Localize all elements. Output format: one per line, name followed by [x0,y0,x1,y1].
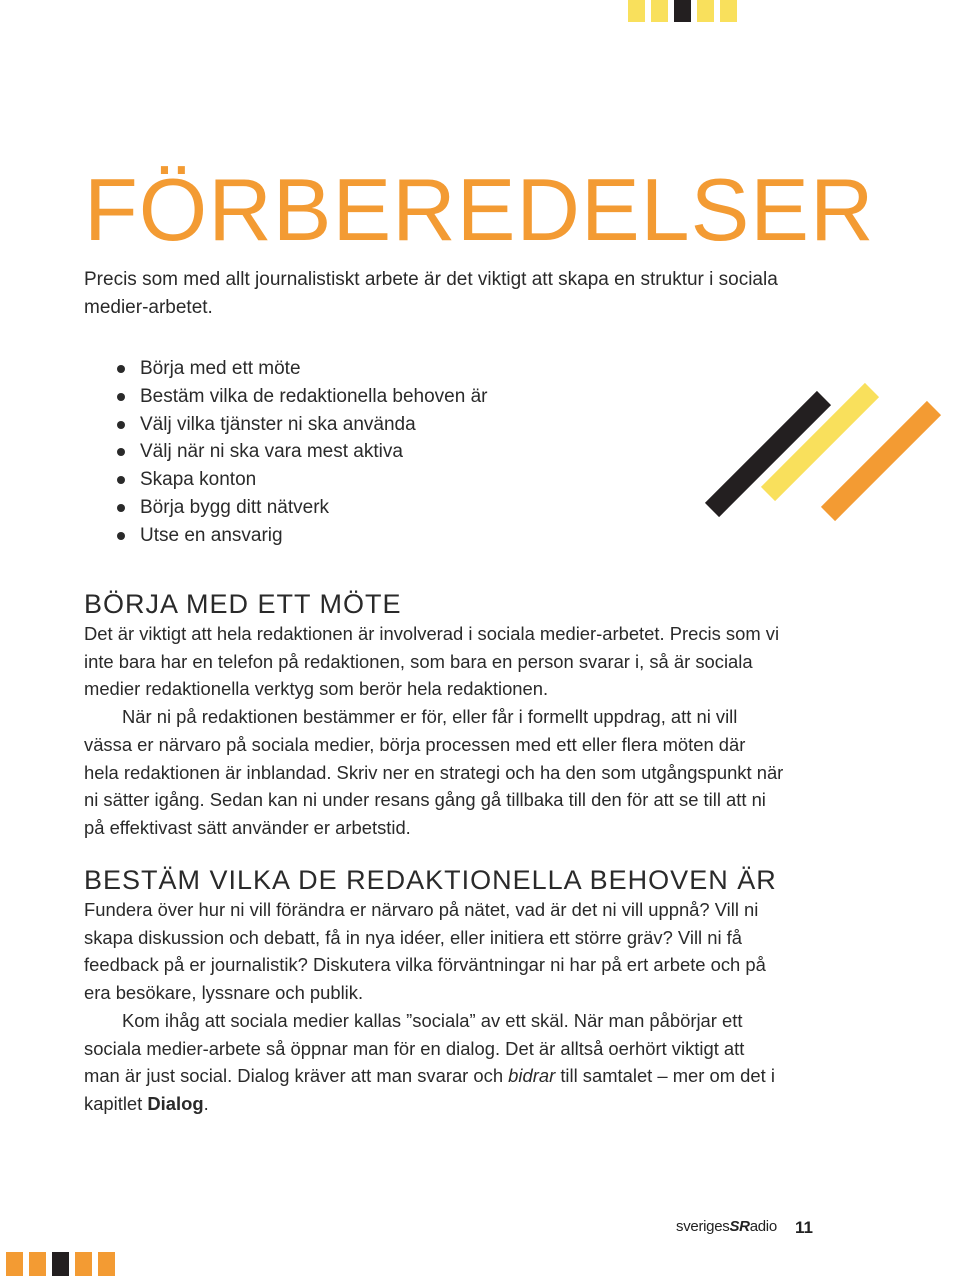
section-heading: BÖRJA MED ETT MÖTE [84,589,402,619]
stripe-block [628,0,645,22]
page-number: 11 [795,1218,813,1237]
text-run: till samtalet – mer om det i kapitlet [84,1065,775,1114]
list-item: Börja med ett möte [112,355,592,383]
stripe-block [720,0,737,22]
text-run: . [203,1092,209,1114]
page-title: FÖRBEREDELSER [84,160,875,259]
text-run: Kom ihåg att sociala medier kallas ”sociala” av ett skäl. När man påbörjar ett sociala medier-arbete så öppnar man för en dialog. Det är alltså oerhört viktigt att man är just social. Dialog kräver att man svarar och [84,1009,745,1087]
logo-mark: SR [729,1218,750,1235]
intro-paragraph: Precis som med allt journalistiskt arbete är det viktigt att skapa en struktur i sociala medier-arbetet. [84,269,778,318]
emphasis-text: bidrar [508,1065,556,1087]
list-item: Bestäm vilka de redaktionella behoven är [112,383,592,411]
top-stripe-decoration [628,0,737,22]
section-needs [84,864,784,1118]
list-item: Utse en ansvarig [112,522,592,550]
section-paragraph: Det är viktigt att hela redaktionen är involverad i sociala medier-arbetet. Precis som vi inte bara har en telefon på redaktionen, som bara en person svarar i, så är sociala medier redaktionella verktyg som berör hela redaktionen. [84,623,780,700]
list-item: Välj när ni ska vara mest aktiva [112,438,592,466]
logo-text: sveriges [676,1218,730,1235]
checklist [112,355,592,550]
stripe-block [674,0,691,22]
section-heading: BESTÄM VILKA DE REDAKTIONELLA BEHOVEN ÄR [84,865,777,895]
stripe-block [29,1252,46,1276]
stripe-block [6,1252,23,1276]
sveriges-radio-logo [676,1218,777,1235]
stripe-block [52,1252,69,1276]
logo-text: adio [749,1218,777,1235]
section-paragraph: Fundera över hur ni vill förändra er närvaro på nätet, vad är det ni vill uppnå? Vill ni skapa diskussion och debatt, få in nya idéer, eller initiera ett större gräv? Vill ni få feedback på er journalistik? Diskutera vilka förväntningar ni har på ert arbete och på era besökare, lyssnare och publik. [84,899,766,1004]
chapter-reference: Dialog [147,1092,204,1114]
stripe-block [651,0,668,22]
list-item: Skapa konton [112,466,592,494]
section-paragraph [84,1007,784,1118]
stripe-block [75,1252,92,1276]
section-paragraph: När ni på redaktionen bestämmer er för, eller får i formellt uppdrag, att ni vill vässa er närvaro på sociala medier, börja processen med ett eller flera möten där hela redaktionen är inblandad. Skriv ner en strategi och ha den som utgångspunkt när ni sätter igång. Sedan kan ni under resans gång gå tillbaka till den för att se till att ni på effektivast sätt använder er arbetstid. [84,706,784,838]
stripe-block [697,0,714,22]
diagonal-stripes-decoration [680,370,960,530]
stripe-block [98,1252,115,1276]
bottom-stripe-decoration [6,1252,115,1276]
list-item: Börja bygg ditt nätverk [112,494,592,522]
section-meeting [84,588,784,842]
list-item: Välj vilka tjänster ni ska använda [112,411,592,439]
